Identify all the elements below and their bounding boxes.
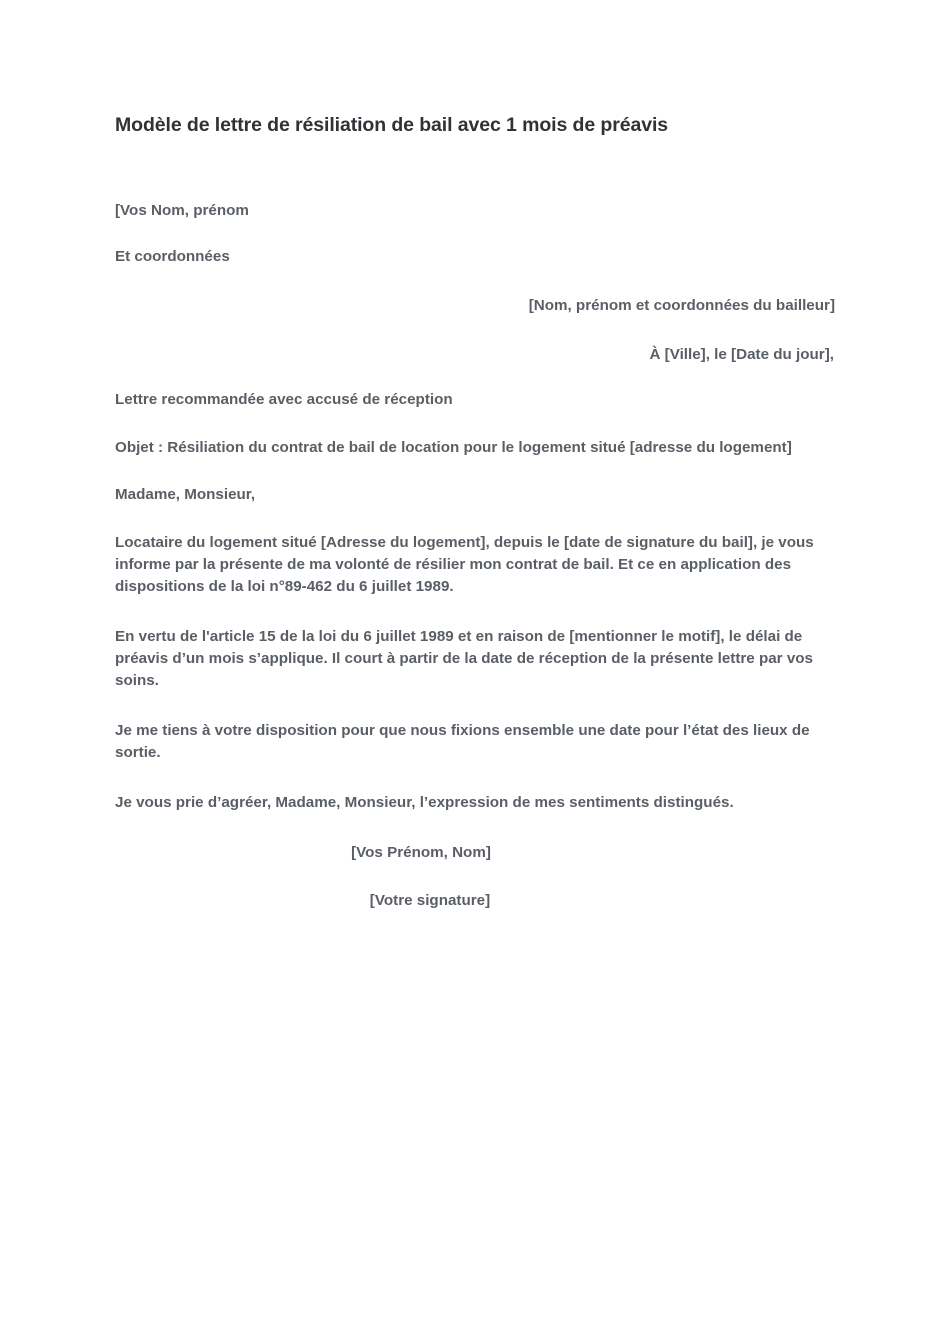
place-and-date: À [Ville], le [Date du jour],	[649, 346, 834, 364]
subject-line: Objet : Résiliation du contrat de bail de location pour le logement situé [adresse du logement]	[115, 438, 792, 456]
body-paragraph-1: Locataire du logement situé [Adresse du logement], depuis le [date de signature du bail], je vous informe par la présente de ma volonté de résilier mon contrat de bail. Et ce en application des dispositions de la loi n°89-462 du 6 juillet 1989.	[115, 533, 814, 595]
body-paragraph-2: En vertu de l'article 15 de la loi du 6 juillet 1989 et en raison de [mentionner le motif], le délai de préavis d’un mois s’applique. Il court à partir de la date de réception de la présente lettre par vos soins.	[115, 627, 813, 689]
body-paragraph-3: Je me tiens à votre disposition pour que nous fixions ensemble une date pour l’état des lieux de sortie.	[115, 721, 810, 761]
registered-mail-note: Lettre recommandée avec accusé de réception	[115, 391, 453, 409]
page-title: Modèle de lettre de résiliation de bail avec 1 mois de préavis	[115, 114, 669, 136]
recipient-block: [Nom, prénom et coordonnées du bailleur]	[528, 297, 835, 315]
body-paragraph-4: Je vous prie d’agréer, Madame, Monsieur, l’expression de mes sentiments distingués.	[115, 793, 734, 811]
signature-placeholder: [Votre signature]	[369, 891, 491, 909]
sender-name: [Vos Nom, prénom	[115, 202, 249, 220]
sender-coordinates: Et coordonnées	[115, 248, 230, 266]
salutation: Madame, Monsieur,	[115, 485, 256, 503]
document-body	[115, 0, 837, 912]
signature-name: [Vos Prénom, Nom]	[351, 843, 491, 861]
